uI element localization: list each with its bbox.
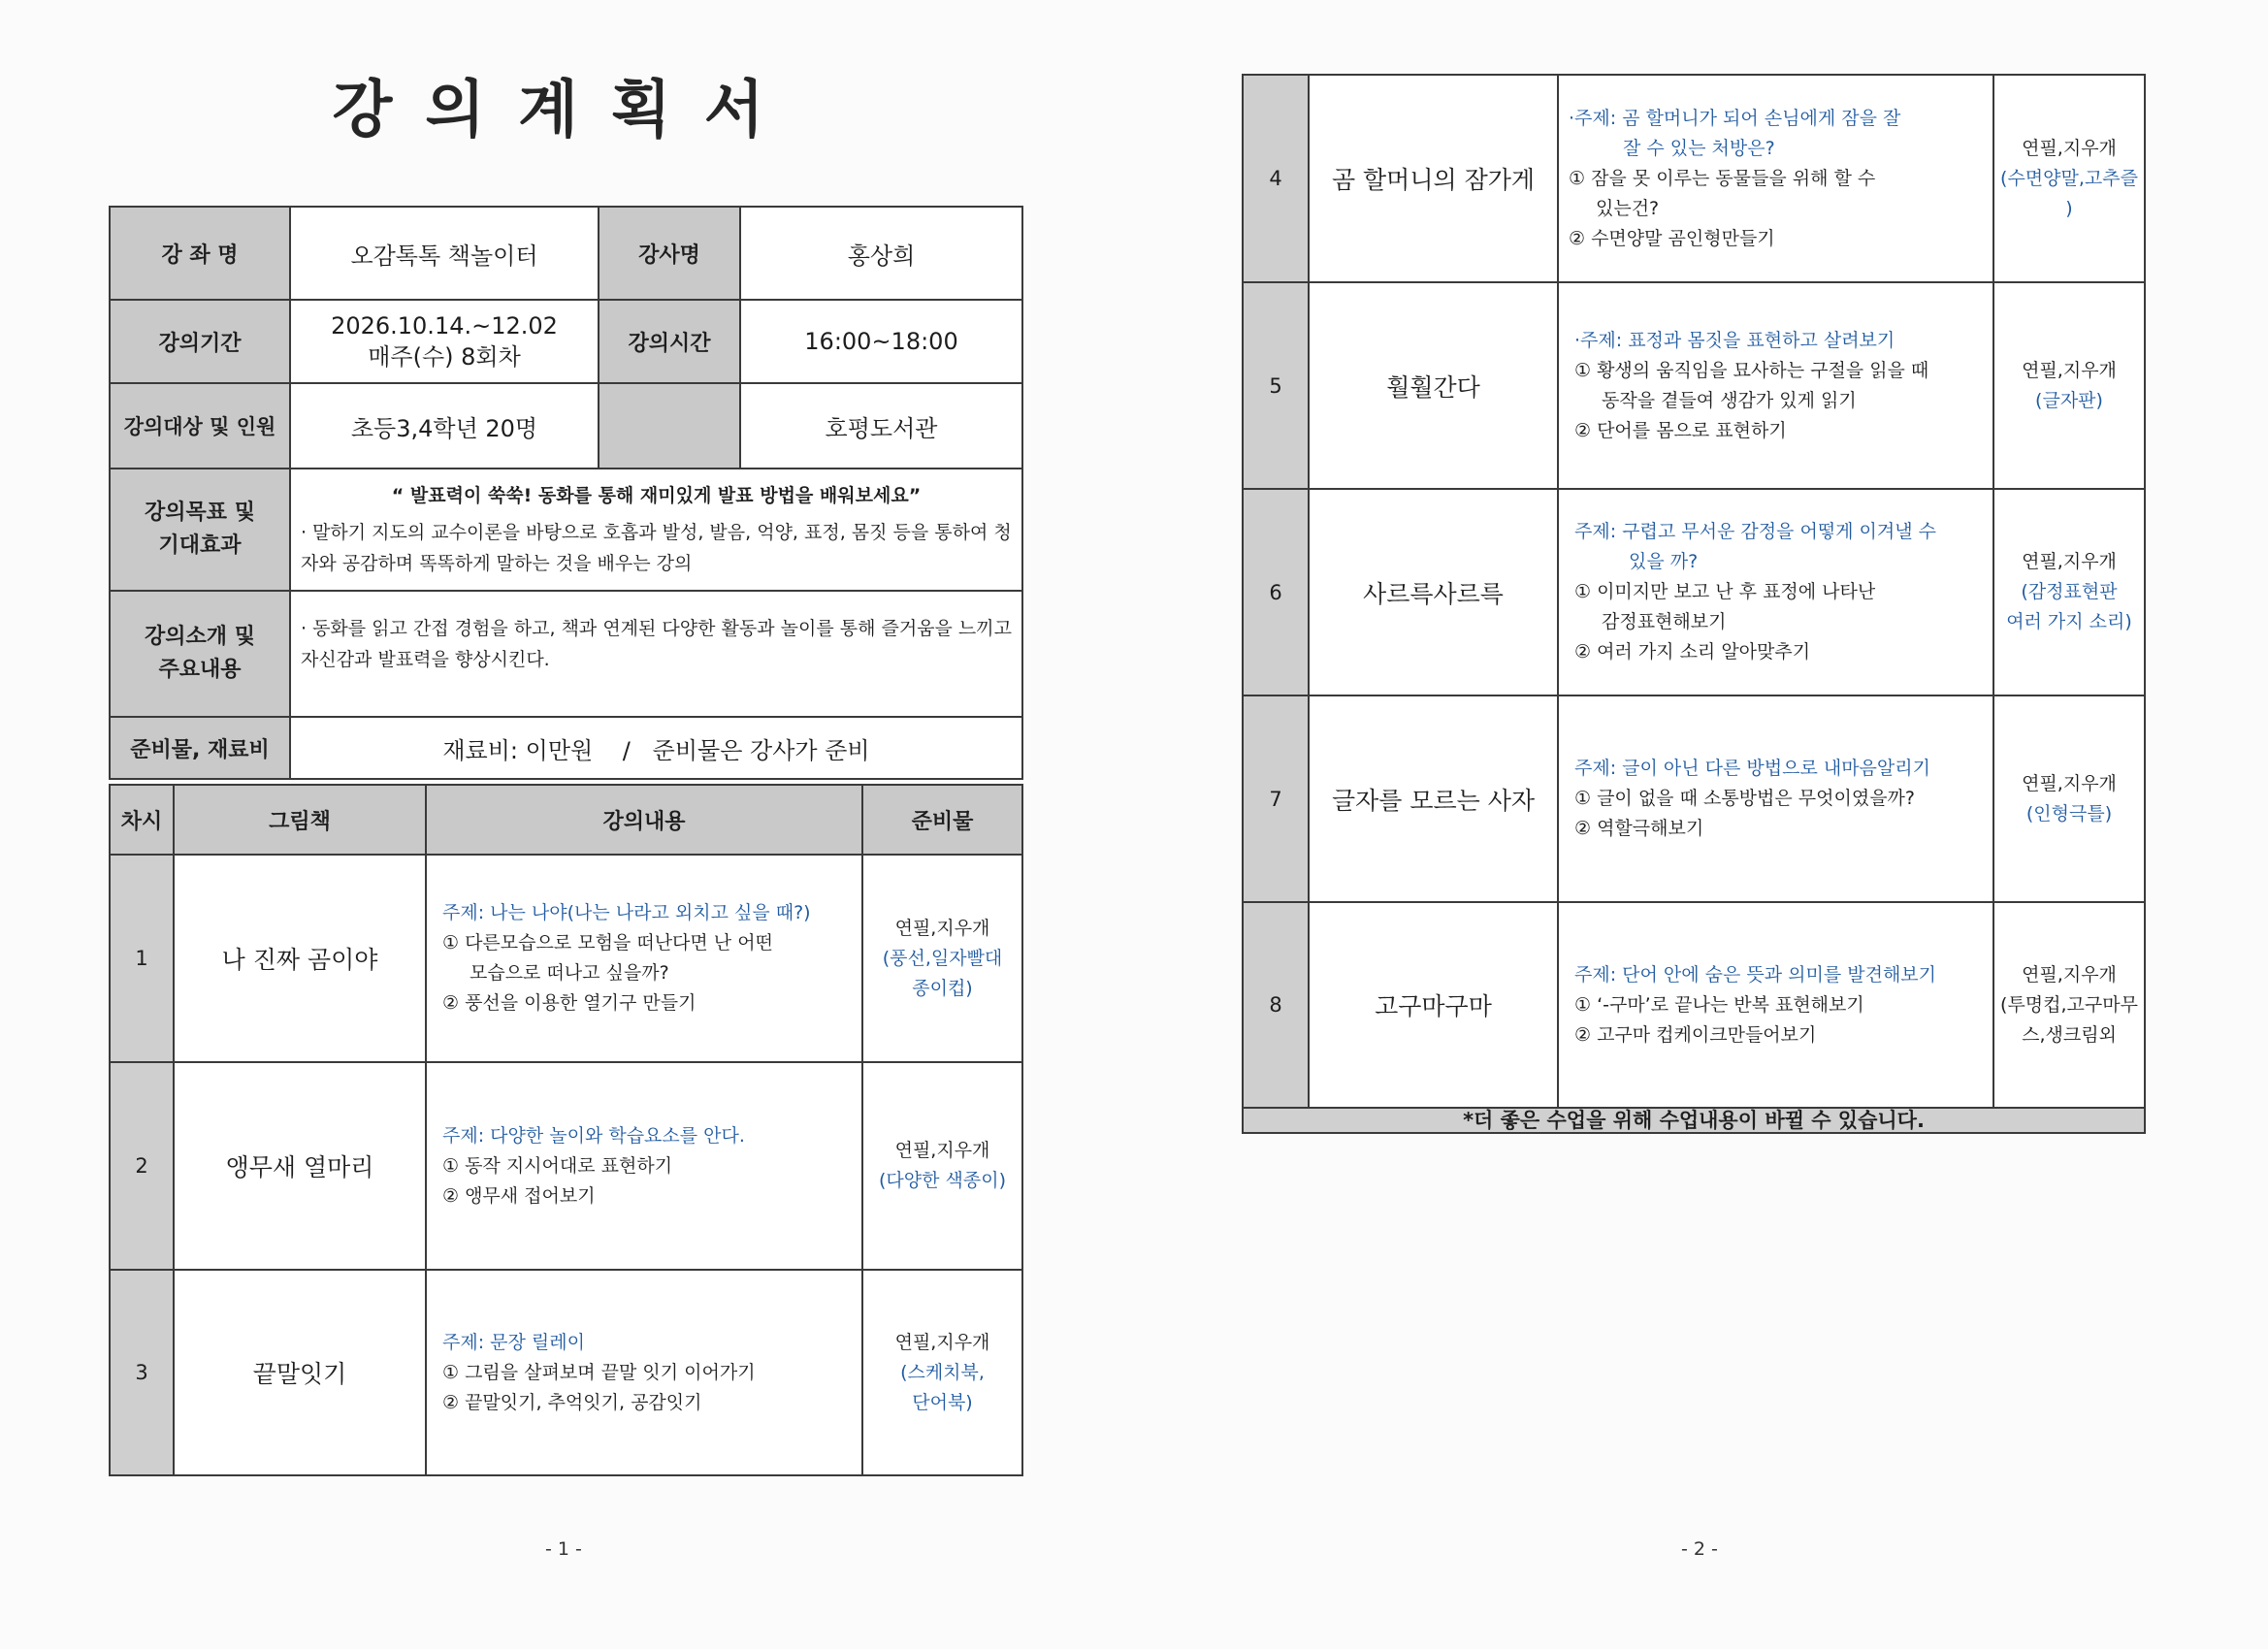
goal-headline: “ 발표력이 쑥쑥! 동화를 통해 재미있게 발표 방법을 배워보세요” [391,484,922,506]
session-content [1558,75,1993,282]
header-book: 그림책 [174,785,426,855]
materials-extra: (인형극틀) [2025,802,2113,824]
session-materials [1993,75,2145,282]
book-title: 훨훨간다 [1309,282,1558,489]
book-title: 앵무새 열마리 [174,1062,426,1270]
period-label: 강의기간 [110,300,290,383]
session-number: 7 [1243,695,1309,902]
book-title: 곰 할머니의 잠가게 [1309,75,1558,282]
session-topic: 주제: 나는 나야(나는 나라고 외치고 싶을 때?) [442,902,811,923]
goal-label-line2: 기대효과 [158,534,242,558]
session-topic-cont: 있을 까? [1629,551,1699,572]
instructor-value: 홍상희 [740,207,1022,300]
book-title: 글자를 모르는 사자 [1309,695,1558,902]
course-name-value: 오감톡톡 책놀이터 [290,207,599,300]
session-item: ① 이미지만 보고 난 후 표정에 나타난 [1574,581,1876,602]
schedule-table-page2 [1242,74,2146,1134]
schedule-table-page1 [109,784,1023,1476]
table-row [1243,75,2145,282]
session-topic: 주제: 단어 안에 숨은 뜻과 의미를 발견해보기 [1574,963,1937,986]
session-number: 3 [110,1270,174,1475]
course-name-label: 강 좌 명 [110,207,290,300]
materials-extra: (풍선,일자빨대 [882,947,1003,969]
materials-extra: 여러 가지 소리) [2006,611,2132,632]
session-number: 6 [1243,489,1309,695]
header-session: 차시 [110,785,174,855]
materials-base: 연필,지우개 [894,1140,990,1161]
session-topic: ·주제: 표정과 몸짓을 표현하고 살려보기 [1574,329,1895,351]
session-item: ① ‘-구마’로 끝나는 반복 표현해보기 [1574,993,1864,1016]
session-item: ② 풍선을 이용한 열기구 만들기 [442,992,697,1014]
session-number: 2 [110,1062,174,1270]
session-materials [1993,902,2145,1108]
period-frequency: 매주(수) 8회차 [368,343,521,371]
session-content [426,1062,862,1270]
page-number-1: - 1 - [545,1538,582,1560]
materials-extra: (다양한 색종이) [879,1170,1006,1191]
session-content [1558,282,1993,489]
session-materials [862,1062,1022,1270]
session-item-cont: 모습으로 떠나고 싶을까? [470,962,669,984]
time-label: 강의시간 [599,300,740,383]
session-materials [862,1270,1022,1475]
intro-text: · 동화를 읽고 간접 경험을 하고, 책과 연계된 다양한 활동과 놀이를 통해 즐거움을 느끼고 자신감과 발표력을 향상시킨다. [301,618,1012,670]
session-topic: ·주제: 곰 할머니가 되어 손님에게 잠을 잘 [1569,107,1901,129]
session-item: ② 앵무새 접어보기 [442,1184,596,1207]
session-number: 8 [1243,902,1309,1108]
materials-extra: (수면양말,고추즐 [2000,167,2138,189]
time-value: 16:00~18:00 [740,300,1022,383]
intro-label-line1: 강의소개 및 [145,625,255,649]
intro-label-line2: 주요내용 [158,658,242,682]
materials-base: 연필,지우개 [2022,772,2117,794]
target-value: 초등3,4학년 20명 [290,383,599,469]
session-item: ① 다른모습으로 모험을 떠난다면 난 어떤 [442,932,773,954]
book-title: 끝말잇기 [174,1270,426,1475]
table-row [1243,902,2145,1108]
materials-base: 연필,지우개 [894,917,990,939]
session-content [1558,695,1993,902]
header-content: 강의내용 [426,785,862,855]
session-topic: 주제: 문장 릴레이 [442,1331,585,1353]
table-row [110,855,1022,1062]
session-item: ① 글이 없을 때 소통방법은 무엇이였을까? [1574,788,1915,809]
session-topic: 주제: 다양한 놀이와 학습요소를 안다. [442,1124,745,1147]
book-title: 고구마구마 [1309,902,1558,1108]
header-materials: 준비물 [862,785,1022,855]
materials-base: 연필,지우개 [2022,137,2117,159]
goal-label-line1: 강의목표 및 [145,501,255,525]
session-materials [1993,282,2145,489]
materials-base: 연필,지우개 [2022,359,2117,381]
table-row [1243,695,2145,902]
materials-base: 연필,지우개 [2022,551,2117,572]
book-title: 사르륵사르륵 [1309,489,1558,695]
session-topic: 주제: 글이 아닌 다른 방법으로 내마음알리기 [1574,758,1930,779]
session-materials [1993,489,2145,695]
session-item: ② 고구마 컵케이크만들어보기 [1574,1023,1817,1046]
goal-content [290,469,1022,591]
place-value: 호평도서관 [740,383,1022,469]
materials-extra: (글자판) [2035,389,2103,411]
footnote: *더 좋은 수업을 위해 수업내용이 바뀔 수 있습니다. [1243,1108,2145,1133]
session-materials [1993,695,2145,902]
place-label-empty [599,383,740,469]
session-content [426,1270,862,1475]
intro-label [110,591,290,717]
session-materials [862,855,1022,1062]
session-number: 4 [1243,75,1309,282]
materials-base: 연필,지우개 [894,1331,990,1353]
materials-extra: (스케치북, [900,1361,985,1383]
session-item: ① 동작 지시어대로 표현하기 [442,1154,673,1177]
page-number-2: - 2 - [1681,1538,1718,1560]
prep-value: 재료비: 이만원 / 준비물은 강사가 준비 [290,717,1022,779]
materials-extra: ) [2065,197,2073,219]
session-item: ② 역할극해보기 [1574,818,1704,839]
session-number: 5 [1243,282,1309,489]
session-item: ② 여러 가지 소리 알아맞추기 [1574,641,1811,663]
materials-extra: (감정표현판 [2021,581,2118,602]
session-item-cont: 동작을 곁들여 생감가 있게 읽기 [1602,389,1857,411]
table-row [110,1270,1022,1475]
session-topic-cont: 잘 수 있는 처방은? [1623,137,1775,159]
session-item-cont: 있는건? [1596,197,1660,219]
goal-label [110,469,290,591]
period-dates: 2026.10.14.~12.02 [331,312,558,340]
session-item: ② 단어를 몸으로 표현하기 [1574,419,1787,441]
session-content [426,855,862,1062]
session-item-cont: 감정표현해보기 [1602,611,1727,632]
table-row [1243,282,2145,489]
session-content [1558,902,1993,1108]
session-item: ② 수면양말 곰인형만들기 [1569,227,1775,249]
session-content [1558,489,1993,695]
session-number: 1 [110,855,174,1062]
materials-extra: (투명컵,고구마무 [2000,993,2138,1016]
note-row [1243,1108,2145,1133]
table-row [1243,489,2145,695]
instructor-label: 강사명 [599,207,740,300]
document-title: 강의계획서 [332,75,797,146]
goal-text: · 말하기 지도의 교수이론을 바탕으로 호흡과 발성, 발음, 억양, 표정, 몸짓 등을 통하여 청자와 공감하며 똑똑하게 말하는 것을 배우는 강의 [301,521,1012,574]
book-title: 나 진짜 곰이야 [174,855,426,1062]
session-item: ① 황생의 움직임을 묘사하는 구절을 읽을 때 [1574,359,1929,381]
course-info-table [109,206,1023,780]
session-item: ① 그림을 살펴보며 끝말 잇기 이어가기 [442,1361,756,1383]
table-row [110,1062,1022,1270]
target-label: 강의대상 및 인원 [110,383,290,469]
materials-base: 연필,지우개 [2022,963,2117,986]
period-value [290,300,599,383]
materials-extra: 종이컵) [912,977,973,999]
materials-extra: 단어북) [912,1391,973,1413]
session-item: ② 끝말잇기, 추억잇기, 공감잇기 [442,1391,702,1413]
intro-content [290,591,1022,717]
session-item: ① 잠을 못 이루는 동물들을 위해 할 수 [1569,167,1876,189]
materials-extra: 스,생크림외 [2022,1023,2117,1046]
session-topic: 주제: 구렵고 무서운 감정을 어떻게 이겨낼 수 [1574,521,1937,542]
prep-label: 준비물, 재료비 [110,717,290,779]
